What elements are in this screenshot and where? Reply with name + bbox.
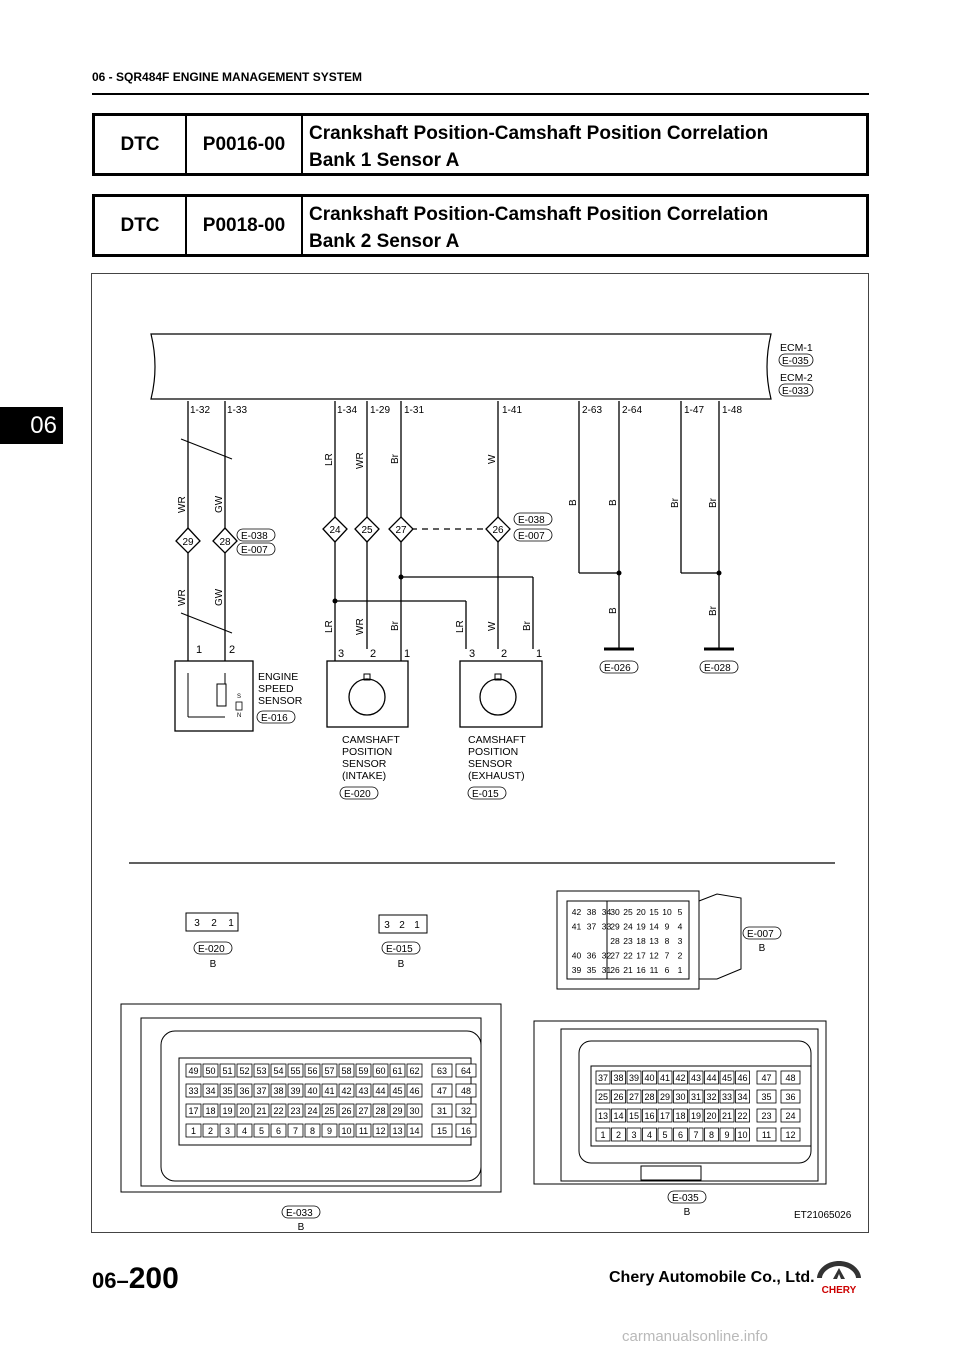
- crank-sensor-name: ENGINE SPEED SENSOR: [258, 671, 303, 707]
- pin-number: 59: [358, 1066, 369, 1076]
- ground-code: E-028: [704, 663, 731, 674]
- pin-number: 38: [613, 1073, 624, 1083]
- pin-number: 17: [659, 1111, 671, 1121]
- pin-number: 26: [341, 1106, 352, 1116]
- pin-number: 22: [273, 1106, 284, 1116]
- pin-number: 11: [649, 965, 659, 975]
- pin-number: 37: [597, 1073, 609, 1083]
- pin-number: 3: [224, 1126, 231, 1136]
- sensor-pin: 3: [338, 648, 345, 660]
- pin-number: 7: [292, 1126, 299, 1136]
- ecm-pin: 1-32: [190, 405, 211, 416]
- dtc-label: DTC: [95, 197, 187, 254]
- pin-number: 11: [761, 1130, 772, 1140]
- pin-number: 41: [659, 1073, 671, 1083]
- pin-number: 12: [649, 950, 659, 961]
- pin-number: 19: [690, 1111, 702, 1121]
- pin-number: 33: [721, 1092, 733, 1102]
- pin-number: 62: [409, 1066, 420, 1076]
- pin-number: 9: [326, 1126, 333, 1136]
- wire-color-label: B: [608, 607, 619, 614]
- pin-number: 13: [597, 1111, 609, 1121]
- dtc-table-p0018: [92, 194, 869, 257]
- pin-number: 9: [724, 1130, 730, 1140]
- pin-number: 20: [636, 907, 646, 917]
- ecm-pin: 1-41: [502, 405, 523, 416]
- page-prefix: 06–: [92, 1268, 129, 1293]
- pin-number: 24: [623, 921, 633, 932]
- pin-number: 41: [324, 1086, 335, 1096]
- pin-number: 23: [761, 1111, 772, 1121]
- chery-logo: [808, 1258, 870, 1301]
- pin-number: 2: [677, 950, 683, 961]
- pin-number: 32: [460, 1106, 472, 1116]
- pin-number: 9: [664, 921, 670, 932]
- wiring-diagram: [91, 273, 869, 1233]
- pin-number: 4: [646, 1130, 653, 1140]
- wire-color-label: Br: [708, 606, 719, 616]
- header-divider: [92, 93, 869, 95]
- ground-code: E-026: [604, 663, 631, 674]
- cam-intake-name: CAMSHAFT POSITION SENSOR (INTAKE): [342, 734, 400, 782]
- pin-number: 49: [188, 1066, 199, 1076]
- pin-number: 5: [677, 907, 683, 917]
- pin-number: 31: [601, 965, 612, 975]
- cam-exhaust-code: E-015: [472, 789, 499, 800]
- pin-number: 23: [290, 1106, 301, 1116]
- pin-number: 8: [664, 936, 670, 946]
- pin-number: 3: [677, 936, 683, 946]
- wire-color-label: B: [568, 499, 579, 506]
- connector-color: B: [397, 959, 405, 970]
- connector-color: B: [297, 1222, 305, 1233]
- pin: 1: [228, 918, 234, 929]
- wire-color-label: WR: [355, 618, 366, 635]
- joint-code: E-038: [241, 531, 268, 542]
- pin-number: 20: [706, 1111, 717, 1121]
- sensor-pin: 1: [404, 648, 411, 660]
- wire-color-label: WR: [177, 496, 188, 513]
- watermark: carmanualsonline.info: [622, 1328, 768, 1345]
- pin-number: 32: [601, 950, 612, 961]
- pin-number: 29: [659, 1092, 671, 1102]
- pin-number: 39: [290, 1086, 301, 1096]
- joint-code: E-007: [518, 531, 545, 542]
- wiring-diagram-svg: [92, 274, 870, 1234]
- pin-number: 40: [644, 1073, 655, 1083]
- pin-number: 27: [610, 950, 620, 961]
- pin-number: 15: [628, 1111, 640, 1121]
- pin-number: 33: [601, 921, 612, 932]
- pin-number: 43: [358, 1086, 369, 1096]
- pin-number: 10: [662, 907, 672, 917]
- wire-color-label: GW: [214, 588, 225, 606]
- pin-number: 24: [307, 1106, 318, 1116]
- pin-number: 25: [324, 1106, 335, 1116]
- pin-number: 42: [341, 1086, 352, 1096]
- connector-color: B: [758, 943, 766, 954]
- pin-number: 8: [309, 1126, 316, 1136]
- pin-number: 8: [708, 1130, 715, 1140]
- pin-number: 48: [460, 1086, 472, 1096]
- pin-number: 36: [586, 950, 597, 961]
- pin-number: 29: [610, 921, 620, 932]
- pin-number: 35: [222, 1086, 233, 1096]
- pin-number: 26: [613, 1092, 624, 1102]
- pin-number: 36: [239, 1086, 250, 1096]
- wire-color-label: LR: [324, 620, 335, 633]
- pin-number: 11: [358, 1126, 369, 1136]
- pin-number: 13: [649, 936, 659, 946]
- dtc-code: P0018-00: [187, 197, 303, 254]
- pin-number: 17: [636, 950, 646, 961]
- pin: 1: [414, 920, 420, 931]
- pin-number: 7: [664, 950, 670, 961]
- dtc-description: Crankshaft Position-Camshaft Position Correlation Bank 1 Sensor A: [309, 123, 769, 171]
- ecm-pin: 1-48: [722, 405, 743, 416]
- company-name: Chery Automobile Co., Ltd.: [609, 1269, 815, 1286]
- pin-number: 25: [597, 1092, 609, 1102]
- connector-code: E-035: [672, 1193, 699, 1204]
- pin-number: 50: [205, 1066, 216, 1076]
- wire-color-label: Br: [708, 498, 719, 508]
- wire-color-label: WR: [355, 452, 366, 469]
- pin-number: 2: [615, 1130, 622, 1140]
- wire-color-label: Br: [670, 498, 681, 508]
- pin-number: 4: [241, 1126, 248, 1136]
- pin-number: 27: [358, 1106, 369, 1116]
- pin: 2: [211, 918, 217, 929]
- pin-number: 33: [188, 1086, 199, 1096]
- dtc-table-p0016: [92, 113, 869, 176]
- connector-color: B: [209, 959, 217, 970]
- pin-number: 40: [307, 1086, 318, 1096]
- pin-number: 48: [785, 1073, 796, 1083]
- pin-number: 14: [409, 1126, 420, 1136]
- ecm2-code: E-033: [782, 386, 809, 397]
- pin-number: 18: [675, 1111, 686, 1121]
- pin-number: 39: [628, 1073, 640, 1083]
- pin-number: 38: [586, 907, 597, 917]
- pin-number: 29: [392, 1106, 403, 1116]
- pin-number: 19: [222, 1106, 233, 1116]
- wire-color-label: Br: [390, 454, 401, 464]
- pin-number: 37: [256, 1086, 267, 1096]
- pin-number: 21: [721, 1111, 733, 1121]
- pin-number: 7: [693, 1130, 699, 1140]
- pin-number: 18: [205, 1106, 216, 1116]
- pin-number: 55: [290, 1066, 301, 1076]
- pin-number: 30: [610, 907, 620, 917]
- pin-number: 28: [375, 1106, 386, 1116]
- cam-intake-code: E-020: [344, 789, 371, 800]
- pin-number: 44: [706, 1073, 717, 1083]
- pin-number: 38: [273, 1086, 284, 1096]
- pin-number: 12: [785, 1130, 796, 1140]
- joint-code: E-007: [241, 545, 268, 556]
- pin-number: 46: [409, 1086, 420, 1096]
- pin-number: 6: [275, 1126, 282, 1136]
- pin-number: 30: [409, 1106, 420, 1116]
- pin-number: 1: [190, 1126, 197, 1136]
- pin-number: 12: [375, 1126, 386, 1136]
- pin-number: 15: [649, 907, 659, 917]
- e035-pin-grid: [596, 1071, 800, 1141]
- joint-pin: 29: [182, 537, 194, 548]
- pin-number: 24: [785, 1111, 796, 1121]
- e033-pin-grid: [186, 1064, 476, 1137]
- wire-color-label: LR: [324, 453, 335, 466]
- pin-number: 52: [239, 1066, 250, 1076]
- pin-number: 44: [375, 1086, 386, 1096]
- pin-number: 22: [623, 950, 633, 961]
- pin: 2: [399, 920, 405, 931]
- wire-color-label: Br: [522, 621, 533, 631]
- wire-color-label: GW: [214, 495, 225, 513]
- pin-number: 23: [623, 936, 633, 946]
- pin-number: 3: [631, 1130, 637, 1140]
- pin-number: 56: [307, 1066, 318, 1076]
- pin: 3: [384, 920, 390, 931]
- pin-number: 30: [675, 1092, 686, 1102]
- page-num: 200: [128, 1262, 179, 1295]
- pin-number: 60: [375, 1066, 386, 1076]
- dtc-description: Crankshaft Position-Camshaft Position Correlation Bank 2 Sensor A: [309, 204, 769, 252]
- pin-number: 4: [677, 921, 683, 932]
- joint-pin: 26: [492, 525, 504, 536]
- wire-color-label: W: [487, 454, 498, 464]
- pin-number: 47: [436, 1086, 448, 1096]
- pin-number: 28: [610, 936, 620, 946]
- section-tab: 06: [0, 407, 63, 444]
- pin-number: 19: [636, 921, 646, 932]
- pin-number: 28: [644, 1092, 655, 1102]
- wire-color-label: B: [608, 499, 619, 506]
- pin-number: 35: [586, 965, 597, 975]
- logo-text: CHERY: [821, 1285, 857, 1296]
- pin-number: 54: [273, 1066, 284, 1076]
- pin-number: 46: [737, 1073, 748, 1083]
- ecm-pin: 1-31: [404, 405, 425, 416]
- dtc-code: P0016-00: [187, 116, 303, 173]
- pin-number: 2: [207, 1126, 214, 1136]
- pin-number: 31: [690, 1092, 702, 1102]
- pin-number: 36: [785, 1092, 796, 1102]
- pin-number: 5: [662, 1130, 668, 1140]
- sensor-pin: 1: [196, 644, 203, 656]
- sensor-pin: 1: [536, 648, 543, 660]
- pin-number: 34: [737, 1092, 748, 1102]
- figure-id: ET21065026: [794, 1210, 852, 1221]
- pin-number: 42: [571, 907, 582, 917]
- wire-color-label: WR: [177, 589, 188, 606]
- ecm-pin: 1-34: [337, 405, 358, 416]
- pin-number: 14: [613, 1111, 624, 1121]
- pin-number: 6: [664, 965, 670, 975]
- pin-number: 16: [644, 1111, 655, 1121]
- pin-number: 6: [677, 1130, 684, 1140]
- magnet-label: S: [237, 694, 242, 700]
- ecm-pin: 2-64: [622, 405, 643, 416]
- pin-number: 57: [324, 1066, 335, 1076]
- pin-number: 25: [623, 907, 633, 917]
- pin-number: 45: [392, 1086, 403, 1096]
- joint-pin: 27: [395, 525, 407, 536]
- pin-number: 13: [392, 1126, 403, 1136]
- pin-number: 1: [677, 965, 683, 975]
- magnet-label: N: [237, 713, 242, 719]
- pin-number: 16: [636, 965, 646, 975]
- crank-sensor-code: E-016: [261, 713, 288, 724]
- wire-color-label: LR: [455, 620, 466, 633]
- ecm1-code: E-035: [782, 356, 809, 367]
- pin-number: 10: [737, 1130, 748, 1140]
- pin-number: 40: [571, 950, 582, 961]
- ecm-box: [151, 334, 771, 399]
- ecm-pin: 1-33: [227, 405, 248, 416]
- connector-code: E-020: [198, 944, 225, 955]
- pin-number: 5: [258, 1126, 265, 1136]
- ecm-pin: 1-47: [684, 405, 705, 416]
- ecm-pin: 2-63: [582, 405, 603, 416]
- pin-number: 1: [600, 1130, 606, 1140]
- sensor-pin: 2: [501, 648, 508, 660]
- sensor-pin: 2: [229, 644, 236, 656]
- pin-number: 32: [706, 1092, 717, 1102]
- sensor-pin: 3: [469, 648, 476, 660]
- page-number: [92, 1262, 179, 1296]
- pin-number: 31: [436, 1106, 448, 1116]
- pin-number: 37: [586, 921, 597, 932]
- joint-pin: 25: [361, 525, 373, 536]
- pin-number: 15: [436, 1126, 448, 1136]
- pin-number: 42: [675, 1073, 686, 1083]
- wire-color-label: W: [487, 621, 498, 631]
- e007-pin-grid: [572, 907, 683, 975]
- connector-code: E-007: [747, 929, 774, 940]
- page-header-title: 06 - SQR484F ENGINE MANAGEMENT SYSTEM: [92, 70, 363, 84]
- pin: 3: [194, 918, 200, 929]
- pin-number: 58: [341, 1066, 352, 1076]
- pin-number: 16: [460, 1126, 472, 1136]
- pin-number: 26: [610, 965, 620, 975]
- wire-color-label: Br: [390, 621, 401, 631]
- pin-number: 43: [690, 1073, 702, 1083]
- pin-number: 34: [601, 907, 612, 917]
- pin-number: 21: [623, 965, 633, 975]
- pin-number: 18: [636, 936, 646, 946]
- pin-number: 17: [188, 1106, 199, 1116]
- pin-number: 27: [628, 1092, 640, 1102]
- pin-number: 53: [256, 1066, 267, 1076]
- pin-number: 14: [649, 921, 659, 932]
- cam-exhaust-name: CAMSHAFT POSITION SENSOR (EXHAUST): [468, 734, 526, 782]
- dtc-label: DTC: [95, 116, 187, 173]
- pin-number: 35: [761, 1092, 772, 1102]
- pin-number: 64: [460, 1066, 472, 1076]
- pin-number: 61: [392, 1066, 403, 1076]
- pin-number: 22: [737, 1111, 748, 1121]
- sensor-pin: 2: [370, 648, 377, 660]
- pin-number: 51: [222, 1066, 233, 1076]
- ecm1-label: ECM-1: [780, 342, 813, 354]
- pin-number: 20: [239, 1106, 250, 1116]
- pin-number: 10: [341, 1126, 352, 1136]
- ecm-pin: 1-29: [370, 405, 391, 416]
- ecm2-label: ECM-2: [780, 372, 813, 384]
- pin-number: 47: [761, 1073, 772, 1083]
- pin-number: 39: [571, 965, 582, 975]
- joint-code: E-038: [518, 515, 545, 526]
- pin-number: 45: [721, 1073, 733, 1083]
- pin-number: 41: [571, 921, 582, 932]
- connector-color: B: [683, 1207, 691, 1218]
- joint-pin: 24: [329, 525, 341, 536]
- pin-number: 63: [436, 1066, 448, 1076]
- pin-number: 21: [256, 1106, 267, 1116]
- connector-code: E-015: [386, 944, 413, 955]
- connector-code: E-033: [286, 1208, 313, 1219]
- pin-number: 34: [205, 1086, 216, 1096]
- joint-pin: 28: [219, 537, 231, 548]
